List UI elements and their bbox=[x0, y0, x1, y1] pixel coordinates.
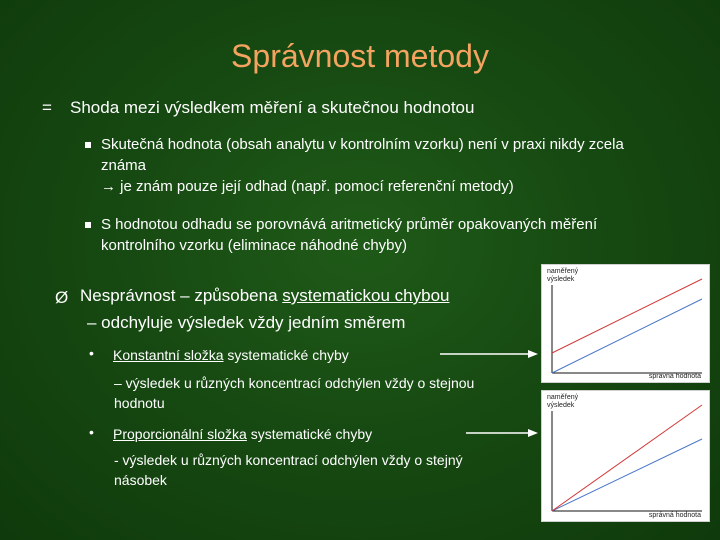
constant-component-rest: systematické chyby bbox=[223, 347, 349, 363]
chart-1-plot bbox=[542, 265, 709, 382]
dot-bullet-icon: • bbox=[89, 424, 94, 440]
chart-1-ylabel-line2: výsledek bbox=[547, 276, 575, 283]
bullet-1-text: Skutečná hodnota (obsah analytu v kontrolním vzorku) není v praxi nikdy zcela známa bbox=[101, 136, 624, 174]
chart-1-ylabel-line1: naměřený bbox=[547, 268, 579, 275]
chart-2-biased-line bbox=[552, 405, 702, 511]
proportional-component-link[interactable]: Proporcionální složka bbox=[113, 426, 247, 442]
page-title: Správnost metody bbox=[231, 38, 489, 74]
chart-2-ylabel-line2: výsledek bbox=[547, 402, 575, 409]
chart-2-plot bbox=[542, 391, 709, 521]
arrow-head-1-icon bbox=[528, 350, 538, 358]
arrow-head-2-icon bbox=[528, 429, 538, 437]
bullet-2-text: S hodnotou odhadu se porovnává aritmetický průměr opakovaných měření kontrolního vzorku (eliminace náhodné chyby) bbox=[101, 216, 598, 254]
proportional-component-rest: systematické chyby bbox=[246, 426, 373, 442]
constant-component-link[interactable]: Konstantní složka bbox=[113, 347, 224, 363]
chart-2-true-line bbox=[552, 439, 702, 511]
section-subline: – odchyluje výsledek vždy jedním směrem bbox=[87, 313, 406, 332]
constant-error-chart bbox=[541, 264, 710, 383]
chart-1-xlabel: správná hodnota bbox=[648, 373, 701, 380]
arrow-bullet-icon: Ø bbox=[55, 288, 69, 307]
constant-component-desc: – výsledek u různých koncentrací odchýlen vždy o stejnou hodnotu bbox=[114, 375, 475, 411]
chart-1-biased-line bbox=[552, 279, 702, 353]
equals-marker: = bbox=[42, 98, 52, 117]
chart-2-ylabel-line1: naměřený bbox=[547, 394, 579, 401]
section-heading-prefix: Nesprávnost – způsobena bbox=[80, 286, 283, 305]
proportional-component-desc: - výsledek u různých koncentrací odchýlen vždy o stejný násobek bbox=[114, 452, 463, 488]
systematic-error-link[interactable]: systematickou chybou bbox=[282, 286, 450, 305]
dot-bullet-icon: • bbox=[89, 345, 94, 361]
bullet-1-arrow-line: → je znám pouze její odhad (např. pomocí referenční metody) bbox=[101, 178, 514, 195]
lead-text: Shoda mezi výsledkem měření a skutečnou hodnotou bbox=[70, 98, 475, 117]
chart-1-true-line bbox=[552, 299, 702, 373]
proportional-error-chart bbox=[541, 390, 710, 522]
chart-2-xlabel: správná hodnota bbox=[648, 512, 701, 519]
